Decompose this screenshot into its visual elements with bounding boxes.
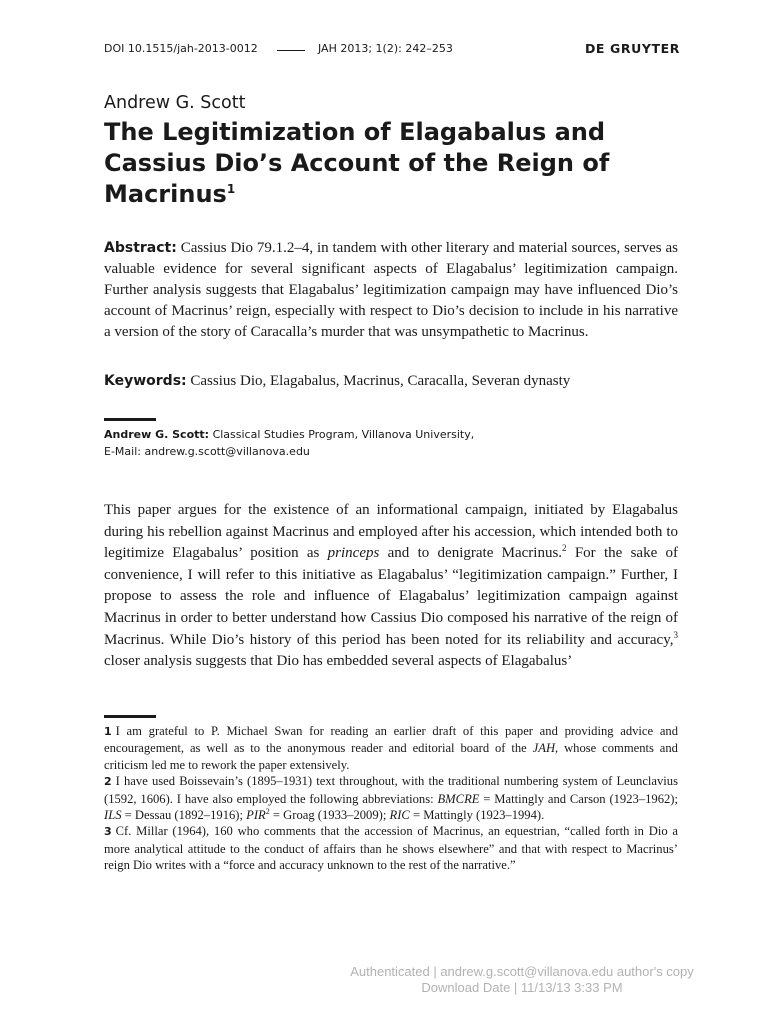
footnote-emphasis: RIC: [389, 808, 410, 823]
affiliation-institution: Classical Studies Program, Villanova University,: [212, 428, 475, 441]
article-title: [104, 117, 664, 210]
title-text: The Legitimization of Elagabalus and Cassius Dio’s Account of the Reign of Macrinus: [104, 118, 610, 208]
abstract-label: Abstract:: [104, 240, 177, 256]
article-author: Andrew G. Scott: [104, 93, 246, 113]
footnote-ref-2[interactable]: 2: [562, 543, 567, 554]
footnote-text: = Groag (1933–2009);: [272, 808, 387, 823]
keywords: [104, 371, 678, 392]
author-affiliation: [104, 426, 678, 460]
watermark-line-1: Authenticated | andrew.g.scott@villanova.edu author's copy: [350, 964, 694, 979]
watermark-line-2: Download Date | 11/13/13 3:33 PM: [421, 980, 623, 995]
keywords-text: Cassius Dio, Elagabalus, Macrinus, Caracalla, Severan dynasty: [190, 373, 571, 389]
footnote-number: 3: [104, 825, 112, 839]
abstract: [104, 238, 678, 343]
footnote-text: Cf. Millar (1964), 160 who comments that the accession of Macrinus, an equestrian, “called forth in Dio a more analytical attitude to the conduct of affairs than he shows elsewhere” and that with respect to Macrinus’ reign Dio writes with a “force and accuracy unknown to the rest of the narrative.”: [104, 824, 678, 873]
keywords-label: Keywords:: [104, 373, 187, 389]
header-dash: [277, 50, 305, 51]
doi-link[interactable]: DOI 10.1515/jah-2013-0012: [104, 42, 258, 55]
footnote-text: = Dessau (1892–1916);: [124, 808, 243, 823]
footnote-emphasis: BMCRE: [437, 791, 480, 806]
body-paragraph: [104, 500, 678, 673]
footnote-1: [104, 723, 678, 773]
footnote-divider: [104, 715, 156, 718]
title-footnote-ref[interactable]: 1: [226, 182, 236, 196]
publisher-logo: DE GRUYTER: [584, 41, 680, 56]
affiliation-divider: [104, 418, 156, 421]
footnote-text: I have used Boissevain’s (1895–1931) text throughout, with the traditional numbering system of Leunclavius (1592, 1606). I have also employed the following abbreviations:: [104, 774, 678, 806]
footnote-superscript: 2: [265, 807, 270, 817]
body-text-1: This paper argues for the existence of an informational campaign, initiated by Elagabalus during his rebellion against Macrinus and employed after his accession, which intended both to legitimize Elagabalus’ position as: [104, 502, 678, 562]
footnote-text: I am grateful to P. Michael Swan for reading an earlier draft of this paper and providing advice and encouragement, as well as to the anonymous reader and editorial board of the: [104, 724, 678, 756]
abstract-text: Cassius Dio 79.1.2–4, in tandem with other literary and material sources, serves as valuable evidence for several significant aspects of Elagabalus’ legitimization campaign. Further analysis suggests that Elagabalus’ legitimization campaign may have influenced Dio’s account of Macrinus’ reign, especially with respect to Dio’s decision to include in his narrative a version of the story of Caracalla’s murder that was unsympathetic to Macrinus.: [104, 240, 679, 340]
footnote-ref-3[interactable]: 3: [673, 629, 678, 640]
body-text-2: and to denigrate Macrinus.: [387, 545, 563, 562]
journal-citation: JAH 2013; 1(2): 242–253: [318, 42, 453, 55]
footnote-number: 2: [104, 775, 112, 789]
footnote-number: 1: [104, 725, 112, 738]
footnote-3: [104, 823, 678, 873]
footnote-emphasis: ILS: [104, 808, 122, 823]
footnotes: [104, 723, 678, 874]
body-text-4: closer analysis suggests that Dio has embedded several aspects of Elagabalus’: [104, 653, 573, 670]
affiliation-author-name: Andrew G. Scott:: [104, 428, 210, 441]
footnote-text: = Mattingly and Carson (1923–1962);: [483, 791, 679, 806]
footnote-text: = Mattingly (1923–1994).: [412, 808, 545, 823]
footnote-emphasis: PIR: [246, 808, 266, 823]
footnote-text: , whose comments and criticism led me to rework the paper extensively.: [104, 741, 678, 772]
download-watermark: [312, 964, 732, 996]
body-text-3: For the sake of convenience, I will refer to this initiative as Elagabalus’ “legitimization campaign.” Further, I propose to assess the role and influence of Elagabalus’ legitimization campaign against Macrinus in order to better understand how Cassius Dio composed his narrative of the reign of Macrinus. While Dio’s history of this period has been noted for its reliability and accuracy,: [104, 545, 679, 648]
running-header: [104, 42, 680, 58]
footnote-2: [104, 773, 678, 823]
affiliation-email[interactable]: E-Mail: andrew.g.scott@villanova.edu: [104, 445, 310, 458]
footnote-emphasis: JAH: [532, 741, 556, 756]
body-emphasis: princeps: [327, 545, 380, 562]
